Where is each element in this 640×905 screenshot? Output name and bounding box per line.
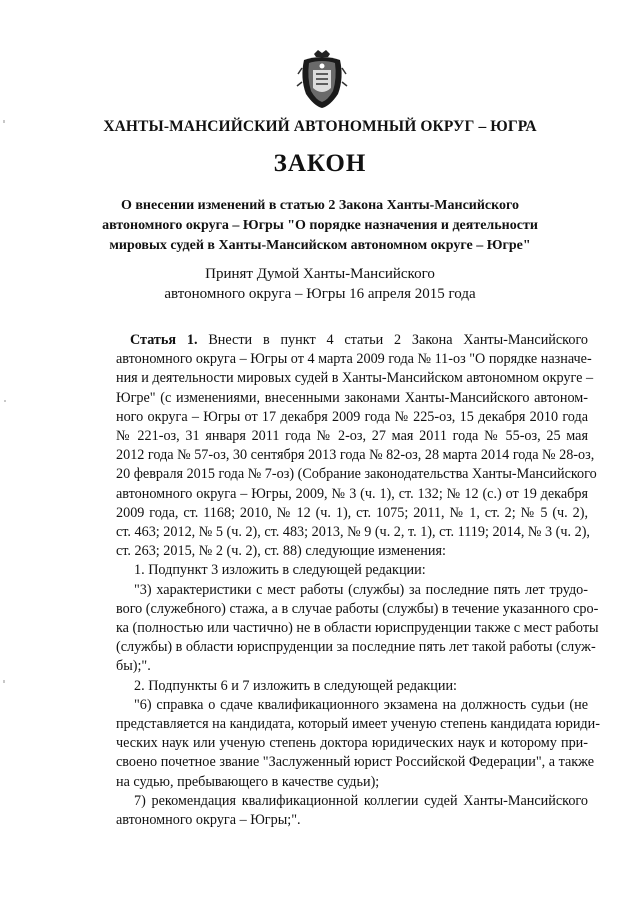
- paragraph-line: представляется на кандидата, который имеет ученую степень кандидата юриди-: [116, 716, 600, 733]
- paragraph-line: "3) характеристики с мест работы (службы) за последние пять лет трудо-: [134, 581, 588, 598]
- paragraph-line: № 221-оз, 31 января 2011 года № 2-оз, 27 мая 2011 года № 55-оз, 25 мая: [116, 428, 588, 445]
- law-title-line: автономного округа – Югры "О порядке назначения и деятельности: [102, 218, 538, 233]
- paragraph-line: ка (полностью или частично) не в области юриспруденции также с мест работы: [116, 620, 599, 637]
- paragraph-line: на судью, пребывающего в качестве судьи);: [116, 773, 380, 790]
- paragraph-line: вого (служебного) стажа, а в случае работы (службы) в течение указанного сро-: [116, 600, 599, 617]
- article-text: Внести в пункт 4 статьи 2 Закона Ханты-Мансийского: [208, 332, 588, 348]
- paragraph-line: (службы) в области юриспруденции за последние пять лет такой работы (служ-: [116, 639, 596, 656]
- item-intro: 1. Подпункт 3 изложить в следующей редакции:: [134, 562, 426, 579]
- law-title-line: О внесении изменений в статью 2 Закона Ханты-Мансийского: [120, 198, 520, 213]
- paragraph-line: автономного округа – Югры;".: [116, 812, 301, 829]
- region-heading: ХАНТЫ-МАНСИЙСКИЙ АВТОНОМНЫЙ ОКРУГ – ЮГРА: [103, 118, 537, 135]
- paragraph-line: автономного округа – Югры от 4 марта 2009 года № 11-оз "О порядке назначе-: [116, 351, 592, 368]
- coat-of-arms-icon: [296, 48, 348, 110]
- adoption-note-line: Принят Думой Ханты-Мансийского: [205, 266, 435, 282]
- scan-artifact: [3, 680, 5, 683]
- paragraph-line: 20 февраля 2015 года № 7-оз) (Собрание законодательства Ханты-Мансийского: [116, 466, 597, 483]
- paragraph-line: ного округа – Югры от 17 декабря 2009 года № 225-оз, 15 декабря 2010 года: [116, 408, 588, 425]
- paragraph-line: ст. 263; 2015, № 2 (ч. 2), ст. 88) следующие изменения:: [116, 543, 446, 560]
- scan-artifact: [4, 400, 6, 402]
- paragraph-line: 2009 года, ст. 1168; 2010, № 12 (ч. 1), ст. 1075; 2011, № 1, ст. 2; № 5 (ч. 2),: [116, 504, 588, 521]
- article-label: Статья 1.: [130, 332, 198, 348]
- paragraph-line: ческих наук или ученую степень доктора юридических наук и которому при-: [116, 735, 588, 752]
- paragraph-line: своено почетное звание "Заслуженный юрист Российской Федерации", а также: [116, 754, 595, 771]
- paragraph-line: автономного округа – Югры, 2009, № 3 (ч. 1), ст. 132; № 12 (с.) от 19 декабря: [116, 485, 588, 502]
- document-type-heading: ЗАКОН: [273, 150, 367, 177]
- paragraph-line: ст. 463; 2012, № 5 (ч. 2), ст. 483; 2013, № 9 (ч. 2, т. 1), ст. 1119; 2014, № 3 (ч. 2),: [116, 524, 590, 541]
- document-body: [116, 331, 600, 830]
- paragraph-line: Югре" (с изменениями, внесенными законами Ханты-Мансийского автоном-: [116, 389, 588, 406]
- paragraph-line: 7) рекомендация квалификационной коллегии судей Ханты-Мансийского: [134, 792, 588, 809]
- law-title-line: мировых судей в Ханты-Мансийском автономном округе – Югре": [109, 238, 531, 253]
- article-first-line: [116, 331, 588, 350]
- paragraph-line: бы);".: [116, 658, 151, 675]
- paragraph-line: "6) справка о сдаче квалификационного экзамена на должность судьи (не: [134, 696, 588, 713]
- adoption-note-line: автономного округа – Югры 16 апреля 2015 года: [164, 286, 476, 302]
- paragraph-line: 2012 года № 57-оз, 30 сентября 2013 года № 82-оз, 28 марта 2014 года № 28-оз,: [116, 447, 595, 464]
- paragraph-line: ния и деятельности мировых судей в Ханты-Мансийском автономном округе –: [116, 370, 594, 387]
- adoption-note: [0, 264, 640, 304]
- law-title: [100, 196, 540, 256]
- item-intro: 2. Подпункты 6 и 7 изложить в следующей редакции:: [134, 677, 457, 694]
